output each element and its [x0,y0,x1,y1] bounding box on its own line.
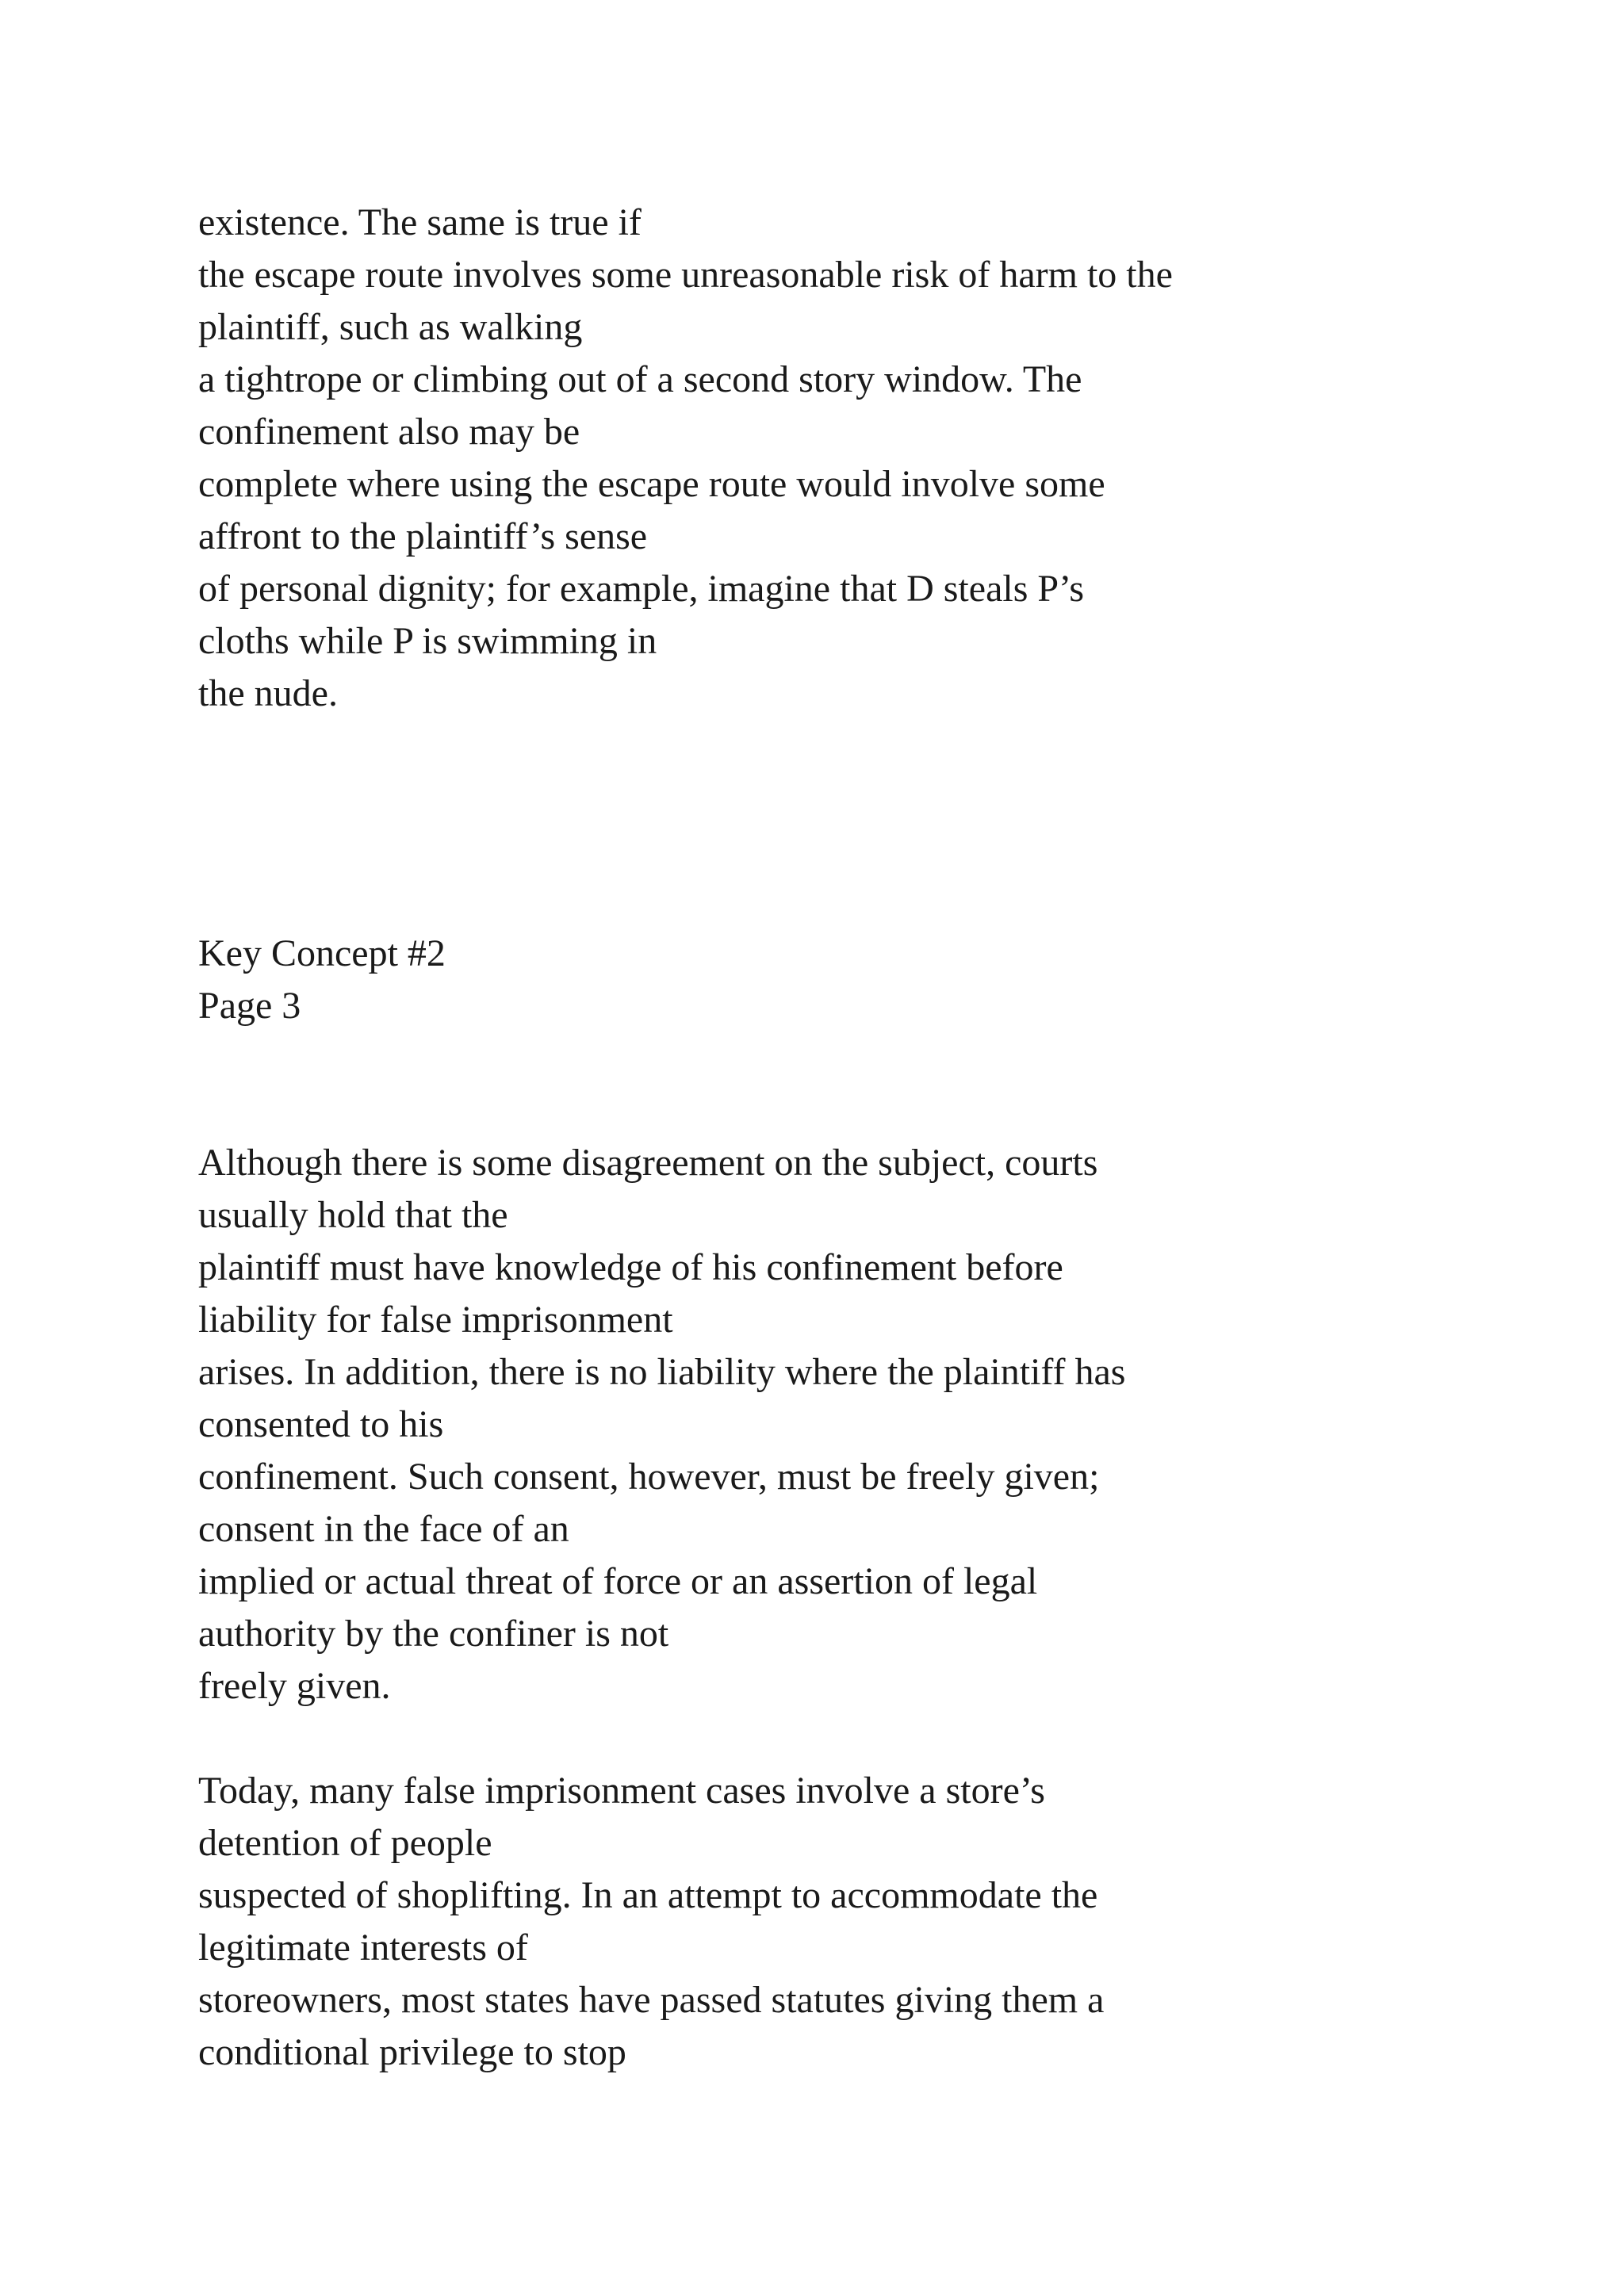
text-line: Today, many false imprisonment cases involve a store’s [198,1770,1045,1812]
text-line: complete where using the escape route would involve some [198,463,1105,505]
text-line: plaintiff, such as walking [198,306,583,348]
text-line: the escape route involves some unreasonable risk of harm to the [198,254,1173,296]
text-line: storeowners, most states have passed statutes giving them a [198,1979,1105,2021]
key-concept-label: Key Concept #2 [198,932,446,974]
text-line: detention of people [198,1822,492,1864]
text-line: authority by the confiner is not [198,1613,669,1655]
text-line: usually hold that the [198,1194,508,1236]
text-line: confinement. Such consent, however, must be freely given; [198,1456,1100,1498]
section-heading [198,928,1546,1032]
text-line: freely given. [198,1665,391,1707]
text-line: legitimate interests of [198,1927,528,1969]
text-line: consented to his [198,1403,444,1445]
text-line: existence. The same is true if [198,201,642,243]
text-line: of personal dignity; for example, imagine that D steals P’s [198,568,1085,610]
paragraph-shoplifting [198,1765,1546,2079]
text-line: cloths while P is swimming in [198,620,657,662]
text-line: plaintiff must have knowledge of his confinement before [198,1246,1063,1288]
text-line: arises. In addition, there is no liability where the plaintiff has [198,1351,1126,1393]
text-line: a tightrope or climbing out of a second story window. The [198,358,1082,400]
text-line: Although there is some disagreement on the subject, courts [198,1142,1098,1184]
text-line: affront to the plaintiff’s sense [198,515,648,557]
paragraph-escape-route [198,197,1546,720]
text-line: liability for false imprisonment [198,1299,673,1341]
paragraph-knowledge-consent [198,1137,1546,1712]
text-line: consent in the face of an [198,1508,569,1550]
text-line: suspected of shoplifting. In an attempt to accommodate the [198,1874,1098,1916]
text-line: conditional privilege to stop [198,2031,626,2073]
text-line: confinement also may be [198,411,580,453]
text-line: the nude. [198,672,338,714]
text-line: implied or actual threat of force or an assertion of legal [198,1560,1038,1602]
page-label: Page 3 [198,985,301,1027]
